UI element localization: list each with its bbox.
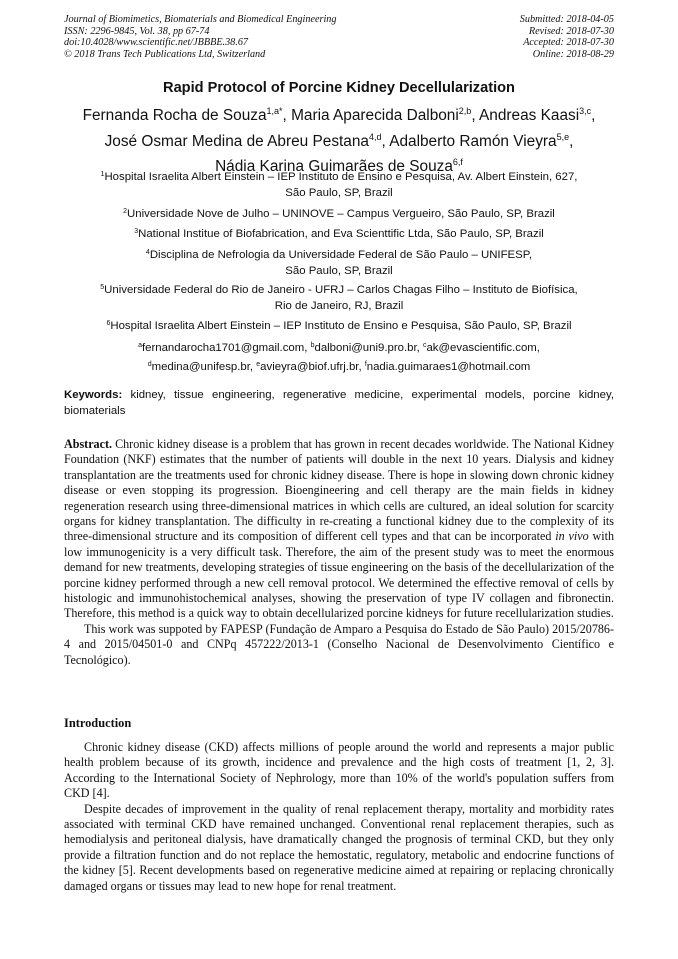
journal-name: Journal of Biomimetics, Biomaterials and Biomedical Engineering <box>64 14 337 25</box>
funding-statement: This work was suppoted by FAPESP (Fundação de Amparo a Pesquisa do Estado de São Paulo) 2015/20786-4 and 2015/04501-0 and CNPq 457222/2013-1 (Conselho Nacional de Desenvolvimento Científico e Tecnológico). <box>64 621 614 667</box>
email-link[interactable]: dalboni@uni9.pro.br, <box>314 342 420 354</box>
journal-info <box>64 14 336 60</box>
keywords <box>64 388 614 419</box>
section-heading-introduction: Introduction <box>64 716 132 730</box>
affiliation-2: $^2$Universidade Nove de Julho – UNINOVE – Campus Vergueiro, São Paulo, SP, Brazil <box>123 208 555 220</box>
body-paragraph: Despite decades of improvement in the quality of renal replacement therapy, mortality and morbidity rates associated with terminal CKD have remained unchanged. Conventional renal replacement therapies, such as hemodialysis and peritoneal dialysis, have dramatically changed the prognosis of terminal CKD, but they only provide a filtration function and do not replace the hemostatic, regulatory, metabolic and endocrine functions of the kidney [5]. Recent developments based on regenerative medicine aimed at repairing or replacing chronically damaged organs or tissues may lead to new hope for renal treatment. <box>64 801 614 893</box>
affiliation-1: $^1$Hospital Israelita Albert Einstein – IEP Instituto de Ensino e Pesquisa, Av. Albert Einstein, 627, São Paulo, SP, Brazil <box>100 171 578 199</box>
abstract-paragraph: Abstract. Chronic kidney disease is a problem that has grown in recent decades worldwide. The National Kidney Foundation (NKF) estimates that the number of patients will double in the next 10 years. Dialysis and kidney transplantation are the treatments used for chronic kidney disease. There is hope in slowing down chronic kidney disease or even stopping its progression. Bioengineering and cell therapy are the main fields in kidney regeneration research using three-dimensional matrices in which cells are cultured, an ideal solution for scarcity organs for kidney transplantation. The difficulty in re-creating a functional kidney due to the complexity of its three-dimensional structure and its composition of different cell types and that can be incorporated in vivo with low immunogenicity is a very difficult task. Therefore, the aim of the present study was to meet the enormous demand for new treatments, developing strategies of tissue engineering on the basis of the decellularization of the porcine kidney performed through a new cell removal protocol. We determined the effective removal of cells by histologic and immunohistochemical analyses, showing the preservation of type IV collagen and fibronectin. Therefore, this method is a quick way to obtain decellularized porcine kidneys for future recellularization studies. <box>64 437 614 621</box>
publication-dates <box>520 14 614 60</box>
date-accepted: Accepted: 2018-07-30 <box>523 37 614 49</box>
affiliation-4: $^4$Disciplina de Nefrologia da Universidade Federal de São Paulo – UNIFESP, São Paulo, SP, Brazil <box>145 249 533 277</box>
email-link[interactable]: medina@unifesp.br, <box>151 360 254 373</box>
journal-copyright: © 2018 Trans Tech Publications Ltd, Switzerland <box>64 48 266 60</box>
journal-issn: ISSN: 2296-9845, Vol. 38, pp 67-74 <box>64 25 210 37</box>
date-revised: Revised: 2018-07-30 <box>528 25 614 37</box>
keywords-label: Keywords: <box>64 389 123 401</box>
author-name: Adalberto Ramón Vieyra <box>389 132 557 150</box>
author-line-2: José Osmar Medina de Abreu Pestana$^{4,d}$, Adalberto Ramón Vieyra$^{5,e}$, <box>104 131 574 150</box>
affiliation-6: $^6$Hospital Israelita Albert Einstein – IEP Instituto de Ensino e Pesquisa, São Paulo, SP, Brazil <box>106 320 572 332</box>
affiliation-5: $^5$Universidade Federal do Rio de Janeiro - UFRJ – Carlos Chagas Filho – Instituto de Biofísica, Rio de Janeiro, RJ, Brazil <box>100 284 578 312</box>
email-link[interactable]: avieyra@biof.ufrj.br, <box>260 360 362 373</box>
introduction-body <box>64 740 614 894</box>
body-paragraph: Chronic kidney disease (CKD) affects millions of people around the world and represents a major public health problem because of its growth, incidence and prevalence and the high costs of treatment [1, 2, 3]. According to the International Society of Nephrology, more than 10% of the world's population suffers from CKD [4]. <box>64 740 614 801</box>
author-line-1: Fernanda Rocha de Souza$^{1,a*}$, Maria Aparecida Dalboni$^{2,b}$, Andreas Kaasi$^{3,c}$, <box>82 106 596 124</box>
email-link[interactable]: nadia.guimaraes1@hotmail.com <box>366 360 531 373</box>
email-link[interactable]: fernandarocha1701@gmail.com, <box>141 342 308 354</box>
email-link[interactable]: ak@evascientific.com, <box>426 342 540 354</box>
author-affiliation-mark: 2,b <box>458 106 472 116</box>
abstract-label: Abstract. <box>64 437 113 451</box>
author-affiliation-mark: 1,a* <box>266 106 283 116</box>
author-name: José Osmar Medina de Abreu Pestana <box>104 132 369 150</box>
author-affiliation-mark: 5,e <box>556 131 570 142</box>
author-name: Maria Aparecida Dalboni <box>291 107 459 124</box>
author-affiliation-mark: 4,d <box>368 131 382 142</box>
author-affiliation-mark: 3,c <box>579 106 592 116</box>
author-name: Andreas Kaasi <box>479 107 580 124</box>
abstract <box>64 437 614 668</box>
affiliation-3: $^3$National Institue of Biofabrication, and Eva Scienttific Ltda, São Paulo, SP, Brazil <box>134 228 544 240</box>
date-online: Online: 2018-08-29 <box>532 48 614 60</box>
paper-title: Rapid Protocol of Porcine Kidney Decellularization <box>163 80 515 96</box>
keywords-text: kidney, tissue engineering, regenerative medicine, experimental models, porcine kidney, biomaterials <box>64 389 614 417</box>
author-emails: $^a$fernandarocha1701@gmail.com, $^b$dalboni@uni9.pro.br, $^c$ak@evascientific.com, $^d$medina@unifesp.br, $^e$avieyra@biof.ufrj.br, $^f$nadia.guimaraes1@hotmail.com <box>138 342 540 373</box>
date-submitted: Submitted: 2018-04-05 <box>519 14 614 25</box>
author-affiliation-mark: 6,f <box>452 157 463 167</box>
author-name: Fernanda Rocha de Souza <box>82 107 267 124</box>
journal-doi: doi:10.4028/www.scientific.net/JBBBE.38.67 <box>64 37 249 49</box>
author-name: Nádia Karina Guimarães de Souza <box>215 158 453 175</box>
